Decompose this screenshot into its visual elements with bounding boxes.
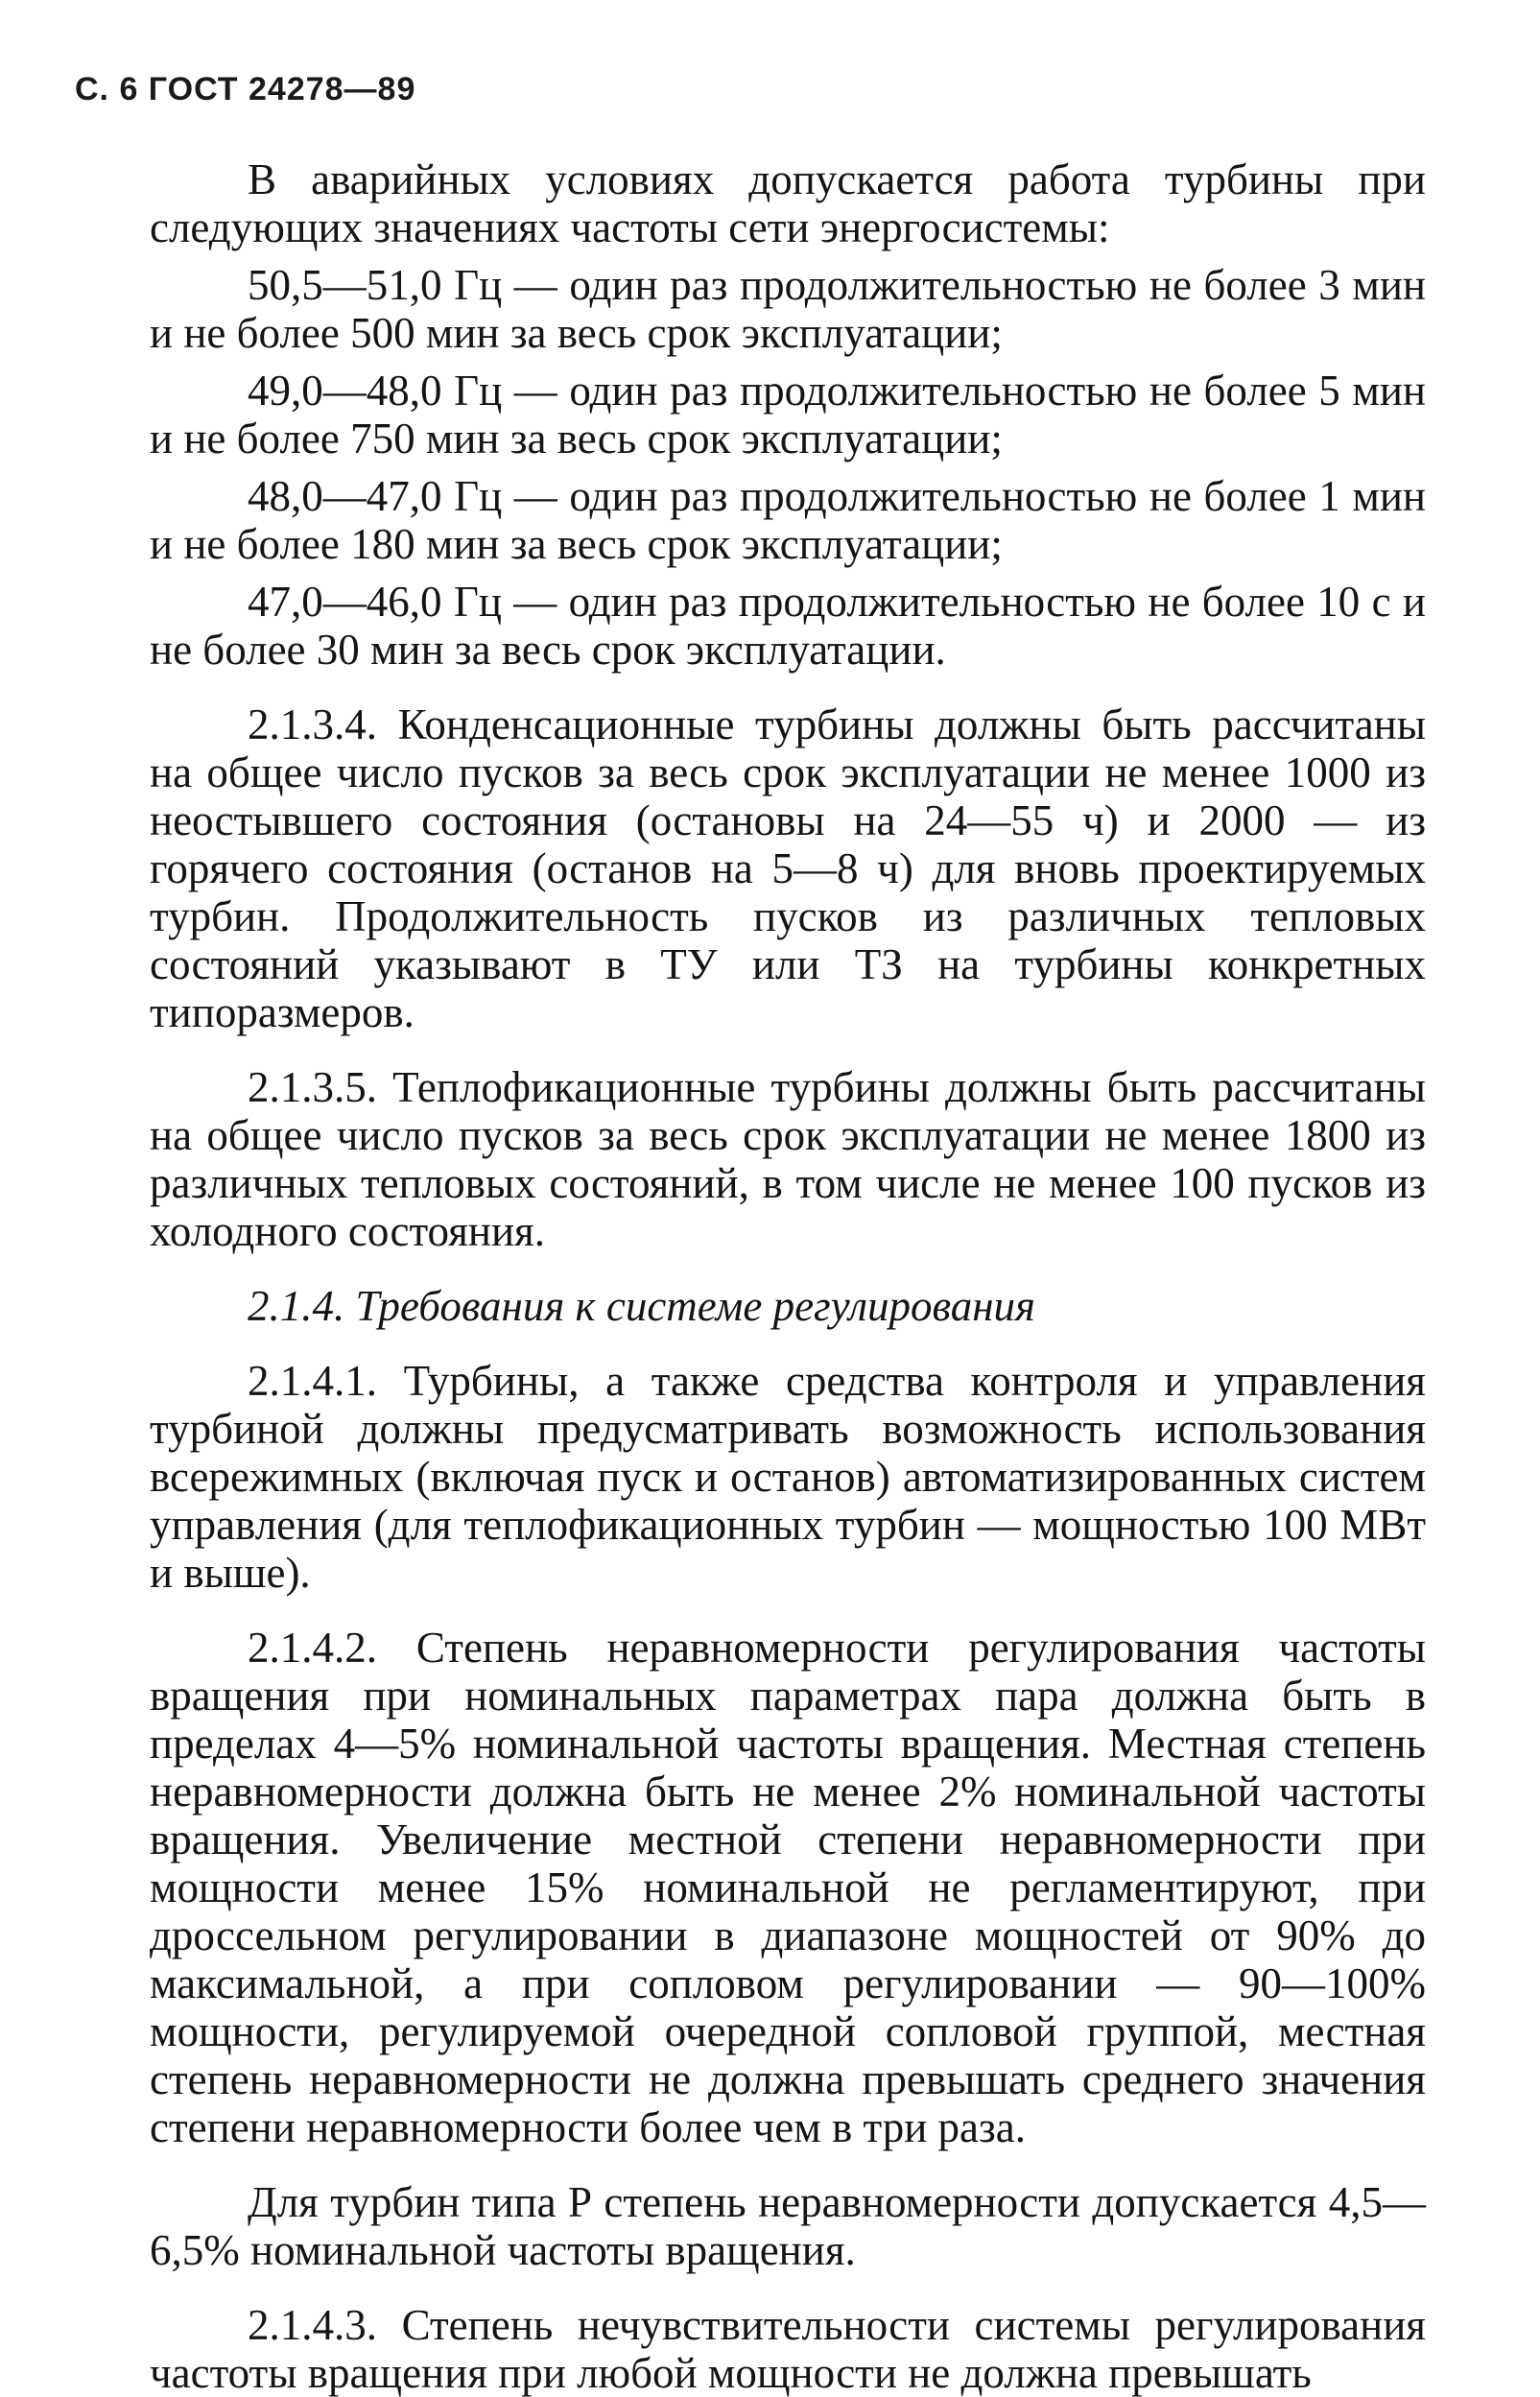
paragraph-2-1-4-1: 2.1.4.1. Турбины, а также средства контроля и управления турбиной должны предусматривать возможность использования всережимных (включая пуск и останов) автоматизированных систем управления (для теплофикационных турбин — мощностью 100 МВт и выше). [150, 1357, 1426, 1597]
document-body [150, 155, 1426, 2397]
paragraph-freq-1: 50,5—51,0 Гц — один раз продолжительностью не более 3 мин и не более 500 мин за весь срок эксплуатации; [150, 261, 1426, 357]
paragraph-freq-3: 48,0—47,0 Гц — один раз продолжительностью не более 1 мин и не более 180 мин за весь срок эксплуатации; [150, 472, 1426, 568]
paragraph-2-1-3-5: 2.1.3.5. Теплофикационные турбины должны быть рассчитаны на общее число пусков за весь срок эксплуатации не менее 1800 из различных тепловых состояний, в том числе не менее 100 пусков из холодного состояния. [150, 1063, 1426, 1255]
paragraph-type-r: Для турбин типа Р степень неравномерности допускается 4,5—6,5% номинальной частоты вращения. [150, 2178, 1426, 2274]
running-head: С. 6 ГОСТ 24278—89 [75, 71, 416, 107]
section-heading-2-1-4: 2.1.4. Требования к системе регулирования [248, 1282, 1035, 1330]
paragraph-2-1-4-3: 2.1.4.3. Степень нечувствительности системы регулирования частоты вращения при любой мощности не должна превышать [150, 2301, 1426, 2397]
paragraph-intro: В аварийных условиях допускается работа турбины при следующих значениях частоты сети энергосистемы: [150, 155, 1426, 251]
paragraph-2-1-3-4: 2.1.3.4. Конденсационные турбины должны быть рассчитаны на общее число пусков за весь срок эксплуатации не менее 1000 из неостывшего состояния (остановы на 24—55 ч) и 2000 — из горячего состояния (останов на 5—8 ч) для вновь проектируемых турбин. Продолжительность пусков из различных тепловых состояний указывают в ТУ или ТЗ на турбины конкретных типоразмеров. [150, 700, 1426, 1036]
paragraph-2-1-4-2: 2.1.4.2. Степень неравномерности регулирования частоты вращения при номинальных параметрах пара должна быть в пределах 4—5% номинальной частоты вращения. Местная степень неравномерности должна быть не менее 2% номинальной частоты вращения. Увеличение местной степени неравномерности при мощности менее 15% номинальной не регламентируют, при дроссельном регулировании в диапазоне мощностей от 90% до максимальной, а при сопловом регулировании — 90—100% мощности, регулируемой очередной сопловой группой, местная степень неравномерности не должна превышать среднего значения степени неравномерности более чем в три раза. [150, 1624, 1426, 2151]
paragraph-freq-2: 49,0—48,0 Гц — один раз продолжительностью не более 5 мин и не более 750 мин за весь срок эксплуатации; [150, 367, 1426, 463]
paragraph-freq-4: 47,0—46,0 Гц — один раз продолжительностью не более 10 с и не более 30 мин за весь срок эксплуатации. [150, 578, 1426, 674]
